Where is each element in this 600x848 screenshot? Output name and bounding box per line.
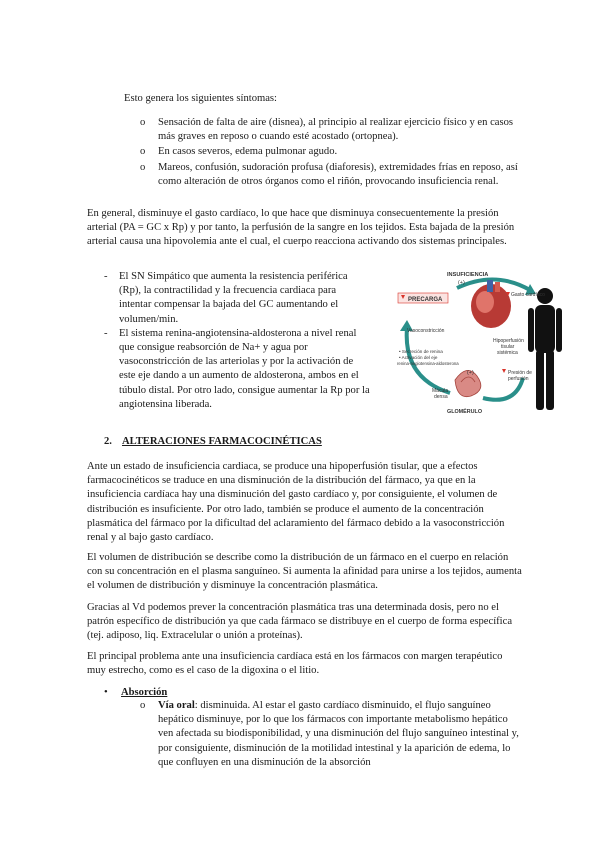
label-gasto: Gasto cardíaco — [511, 292, 545, 298]
label-hipoperfusion: sistémica — [497, 350, 518, 356]
label-plus-top: (+) — [458, 280, 465, 286]
via-oral-label: Vía oral — [158, 700, 195, 711]
gasto-cardiaco-paragraph: En general, disminuye el gasto cardíaco, lo que hace que disminuya consecuentemente la presión arterial (PA = GC x Rp) y por tanto, la perfusión de la sangre en los tejidos. Esta bajada de la presión arterial causa una hipovolemia ante el cual, el cuerpo reacciona activando dos sistemas principales. — [87, 208, 515, 248]
label-plus-bottom: (+) — [467, 370, 474, 376]
label-macula: Mácula — [432, 388, 449, 394]
dash-bullet: - — [104, 271, 108, 282]
label-hipoperfusion: Hipoperfusión — [493, 338, 524, 344]
label-insuficiencia: INSUFICIENCIA — [447, 272, 489, 278]
label-vasoconstriccion: Vasoconstricción — [407, 328, 445, 334]
label-presion: perfusión — [508, 376, 529, 382]
heart-icon — [471, 280, 511, 328]
circle-bullet: o — [140, 161, 146, 173]
list-item — [140, 116, 518, 144]
circle-bullet: o — [140, 117, 146, 128]
circle-bullet: o — [140, 146, 146, 158]
systems-list — [104, 270, 370, 412]
label-secrecion: • Secreción de renina — [399, 349, 443, 354]
heart-failure-cycle-diagram — [395, 268, 567, 418]
symptoms-list — [140, 116, 518, 190]
paragraph: Gracias al Vd podemos prever la concentración plasmática tras una determinada dosis, pero no el patrón específico de distribución ya que cada fármaco se distribuye en el cuerpo de forma específica (tej. adiposo, liq. Extracelular o unión a proteínas). — [87, 602, 513, 642]
paragraph: Ante un estado de insuficiencia cardiaca, se produce una hipoperfusión tisular, que a efectos farmacocinéticos se traduce en una disminución de la distribución del fármaco, ya que en la insuficiencia cardíaca hay una disminución del gasto cardíaco y, por consiguiente, el volumen de distribución es insuficiente. Por otro lado, también se produce el aumento de la concentración plasmática del fármaco por la dificultad del aclaramiento del fármaco debido a la vasoconstricción renal y al bajo gasto cardíaco. — [87, 461, 505, 544]
label-presion: Presión de — [508, 370, 532, 376]
absorcion-list — [140, 699, 520, 770]
list-item — [104, 327, 370, 412]
list-item — [140, 145, 518, 159]
label-secrecion: • Activación del eje — [399, 355, 438, 360]
human-silhouette-icon — [528, 288, 562, 410]
section-heading — [104, 435, 504, 449]
label-macula: densa — [434, 394, 448, 400]
paragraph: El principal problema ante una insuficiencia cardíaca está en los fármacos con margen terapéutico muy estrecho, como es el caso de la digoxina o el litio. — [87, 651, 503, 677]
label-glomerulo: GLOMÉRULO — [447, 409, 483, 415]
absorcion-label: Absorción — [121, 687, 168, 698]
down-arrow-icon — [502, 369, 506, 373]
list-item — [140, 161, 518, 189]
heading-text: ALTERACIONES FARMACOCINÉTICAS — [122, 436, 322, 447]
label-secrecion: renina-angiotensina-aldosterona — [397, 361, 459, 366]
heading-number: 2. — [104, 436, 112, 447]
symptom-text: Sensación de falta de aire (disnea), al principio al realizar ejercicio físico y en casos más graves en reposo o cuando esté acostado (ortopnea). — [158, 117, 514, 143]
bullet-dot: • — [104, 687, 108, 698]
symptoms-intro: Esto genera los siguientes síntomas: — [124, 93, 277, 104]
via-oral-text: : disminuida. Al estar el gasto cardíaco disminuido, el flujo sanguíneo hepático disminuye, por lo que los fármacos con importante metabolismo hepático ven afectada su biodisponibilidad, y una disminución del flujo sanguíneo intestinal y, por consiguiente, disminución de la motilidad intestinal y la aparición de edema, lo que confluyen en una disminución de la absorción — [158, 700, 519, 768]
dash-bullet: - — [104, 327, 108, 339]
label-hipoperfusion: tisular — [501, 344, 515, 350]
symptom-text: Mareos, confusión, sudoración profusa (diaforesis), extremidades frías en reposo, así como alteración de otros órganos como el riñón, provocando insuficiencia renal. — [158, 161, 518, 187]
symptom-text: En casos severos, edema pulmonar agudo. — [158, 146, 338, 158]
list-item — [140, 699, 520, 770]
system-text: El sistema renina-angiotensina-aldosterona a nivel renal que consigue reabsorción de Na+ y agua por vasoconstricción de las arteriolas y por la activación de este eje dando a un aumento de aldosterona, ambos en el túbulo distal. Por otro lado, consigue aumentar la Rp por la angiotensina liberada. — [119, 327, 370, 410]
system-text: El SN Simpático que aumenta la resistencia periférica (Rp), la contractilidad y la frecuencia cardiaca para intentar compensar la bajada del GC aumentando el volumen/min. — [119, 271, 348, 325]
label-precarga: PRECARGA — [408, 297, 443, 303]
list-item — [104, 270, 370, 327]
circle-bullet: o — [140, 700, 146, 711]
paragraph: El volumen de distribución se describe como la distribución de un fármaco en el cuerpo en relación con su concentración en el plasma sanguíneo. Si aumenta la afinidad para unirse a los tejidos, aumenta el volumen de distribución y disminuye la concentración plasmática. — [87, 552, 522, 592]
